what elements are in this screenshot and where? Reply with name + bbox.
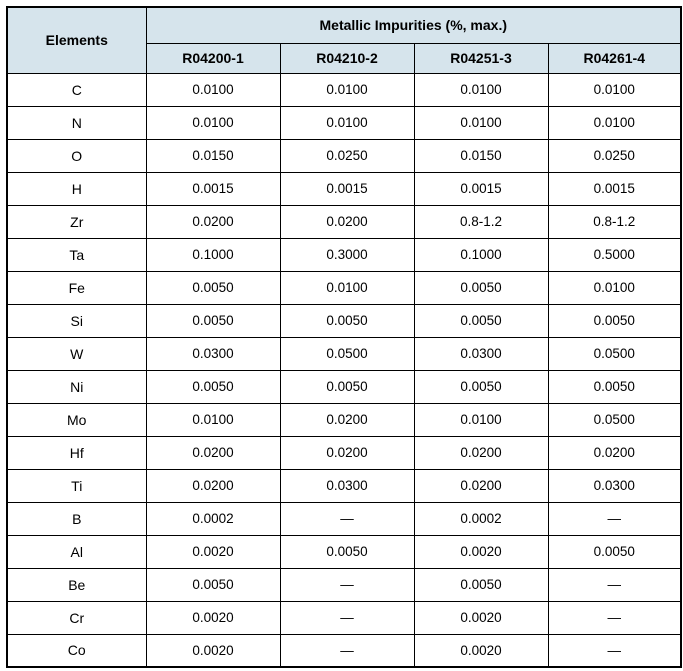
column-header-r04210-2: R04210-2	[280, 43, 414, 73]
value-cell: 0.0250	[548, 139, 681, 172]
value-cell: 0.1000	[146, 238, 280, 271]
value-cell: 0.0100	[280, 106, 414, 139]
table-row	[7, 634, 681, 667]
value-cell: 0.0100	[414, 106, 548, 139]
value-cell: 0.0050	[414, 370, 548, 403]
value-cell: 0.0200	[414, 436, 548, 469]
value-cell: 0.0150	[146, 139, 280, 172]
value-cell: 0.0015	[414, 172, 548, 205]
value-cell: 0.0015	[146, 172, 280, 205]
value-cell: 0.0250	[280, 139, 414, 172]
value-cell: 0.0100	[280, 271, 414, 304]
value-cell: 0.0500	[280, 337, 414, 370]
table-row	[7, 502, 681, 535]
element-cell: Fe	[7, 271, 146, 304]
element-cell: Ta	[7, 238, 146, 271]
table-row	[7, 469, 681, 502]
value-cell: 0.0050	[280, 304, 414, 337]
value-cell: 0.0020	[414, 634, 548, 667]
value-cell: 0.0015	[548, 172, 681, 205]
corner-header-elements: Elements	[7, 7, 146, 73]
value-cell: —	[280, 601, 414, 634]
value-cell: 0.0020	[414, 535, 548, 568]
table-header	[7, 7, 681, 73]
value-cell: 0.0050	[548, 304, 681, 337]
element-cell: Si	[7, 304, 146, 337]
element-cell: B	[7, 502, 146, 535]
value-cell: 0.0015	[280, 172, 414, 205]
table-row	[7, 73, 681, 106]
value-cell: 0.0200	[280, 205, 414, 238]
value-cell: 0.0300	[414, 337, 548, 370]
value-cell: —	[280, 502, 414, 535]
value-cell: 0.0020	[146, 535, 280, 568]
column-header-r04251-3: R04251-3	[414, 43, 548, 73]
value-cell: —	[548, 634, 681, 667]
element-cell: Co	[7, 634, 146, 667]
value-cell: 0.0100	[548, 271, 681, 304]
value-cell: 0.3000	[280, 238, 414, 271]
value-cell: 0.0020	[414, 601, 548, 634]
value-cell: 0.0200	[414, 469, 548, 502]
value-cell: 0.0020	[146, 601, 280, 634]
value-cell: 0.0002	[414, 502, 548, 535]
table-row	[7, 403, 681, 436]
table-row	[7, 172, 681, 205]
column-header-r04261-4: R04261-4	[548, 43, 681, 73]
value-cell: 0.0100	[280, 73, 414, 106]
table-row	[7, 205, 681, 238]
value-cell: 0.0050	[146, 370, 280, 403]
value-cell: 0.0150	[414, 139, 548, 172]
value-cell: —	[280, 634, 414, 667]
group-header-row	[7, 7, 681, 43]
table-row	[7, 436, 681, 469]
table-row	[7, 535, 681, 568]
value-cell: —	[548, 601, 681, 634]
element-cell: Hf	[7, 436, 146, 469]
element-cell: Ni	[7, 370, 146, 403]
table-row	[7, 568, 681, 601]
value-cell: 0.0300	[548, 469, 681, 502]
value-cell: 0.0100	[548, 73, 681, 106]
value-cell: —	[280, 568, 414, 601]
table-row	[7, 271, 681, 304]
value-cell: 0.0050	[414, 271, 548, 304]
element-cell: C	[7, 73, 146, 106]
value-cell: 0.0200	[146, 436, 280, 469]
value-cell: 0.0200	[548, 436, 681, 469]
value-cell: 0.0100	[414, 403, 548, 436]
value-cell: 0.8-1.2	[548, 205, 681, 238]
element-cell: H	[7, 172, 146, 205]
value-cell: 0.0020	[146, 634, 280, 667]
value-cell: 0.0200	[146, 469, 280, 502]
value-cell: 0.0300	[146, 337, 280, 370]
value-cell: 0.0050	[146, 304, 280, 337]
value-cell: 0.0050	[280, 535, 414, 568]
element-cell: Be	[7, 568, 146, 601]
table-row	[7, 106, 681, 139]
element-cell: Al	[7, 535, 146, 568]
element-cell: Ti	[7, 469, 146, 502]
value-cell: 0.0100	[414, 73, 548, 106]
value-cell: 0.0050	[280, 370, 414, 403]
value-cell: 0.0050	[414, 568, 548, 601]
table-row	[7, 370, 681, 403]
column-header-r04200-1: R04200-1	[146, 43, 280, 73]
value-cell: 0.0002	[146, 502, 280, 535]
value-cell: 0.0100	[146, 73, 280, 106]
element-cell: Mo	[7, 403, 146, 436]
table-row	[7, 337, 681, 370]
value-cell: 0.0050	[146, 271, 280, 304]
value-cell: 0.0300	[280, 469, 414, 502]
value-cell: 0.0100	[146, 403, 280, 436]
value-cell: 0.1000	[414, 238, 548, 271]
value-cell: —	[548, 502, 681, 535]
value-cell: 0.0100	[146, 106, 280, 139]
value-cell: —	[548, 568, 681, 601]
value-cell: 0.0500	[548, 403, 681, 436]
value-cell: 0.0050	[414, 304, 548, 337]
value-cell: 0.0050	[548, 535, 681, 568]
table-row	[7, 304, 681, 337]
value-cell: 0.8-1.2	[414, 205, 548, 238]
value-cell: 0.0050	[548, 370, 681, 403]
element-cell: Cr	[7, 601, 146, 634]
element-cell: O	[7, 139, 146, 172]
value-cell: 0.0050	[146, 568, 280, 601]
value-cell: 0.5000	[548, 238, 681, 271]
element-cell: Zr	[7, 205, 146, 238]
value-cell: 0.0200	[280, 436, 414, 469]
value-cell: 0.0200	[146, 205, 280, 238]
table-body	[7, 73, 681, 667]
value-cell: 0.0500	[548, 337, 681, 370]
value-cell: 0.0100	[548, 106, 681, 139]
impurities-table	[6, 6, 682, 668]
table-row	[7, 139, 681, 172]
element-cell: N	[7, 106, 146, 139]
value-cell: 0.0200	[280, 403, 414, 436]
table-row	[7, 238, 681, 271]
group-header-metallic-impurities: Metallic Impurities (%, max.)	[146, 7, 681, 43]
element-cell: W	[7, 337, 146, 370]
table-row	[7, 601, 681, 634]
